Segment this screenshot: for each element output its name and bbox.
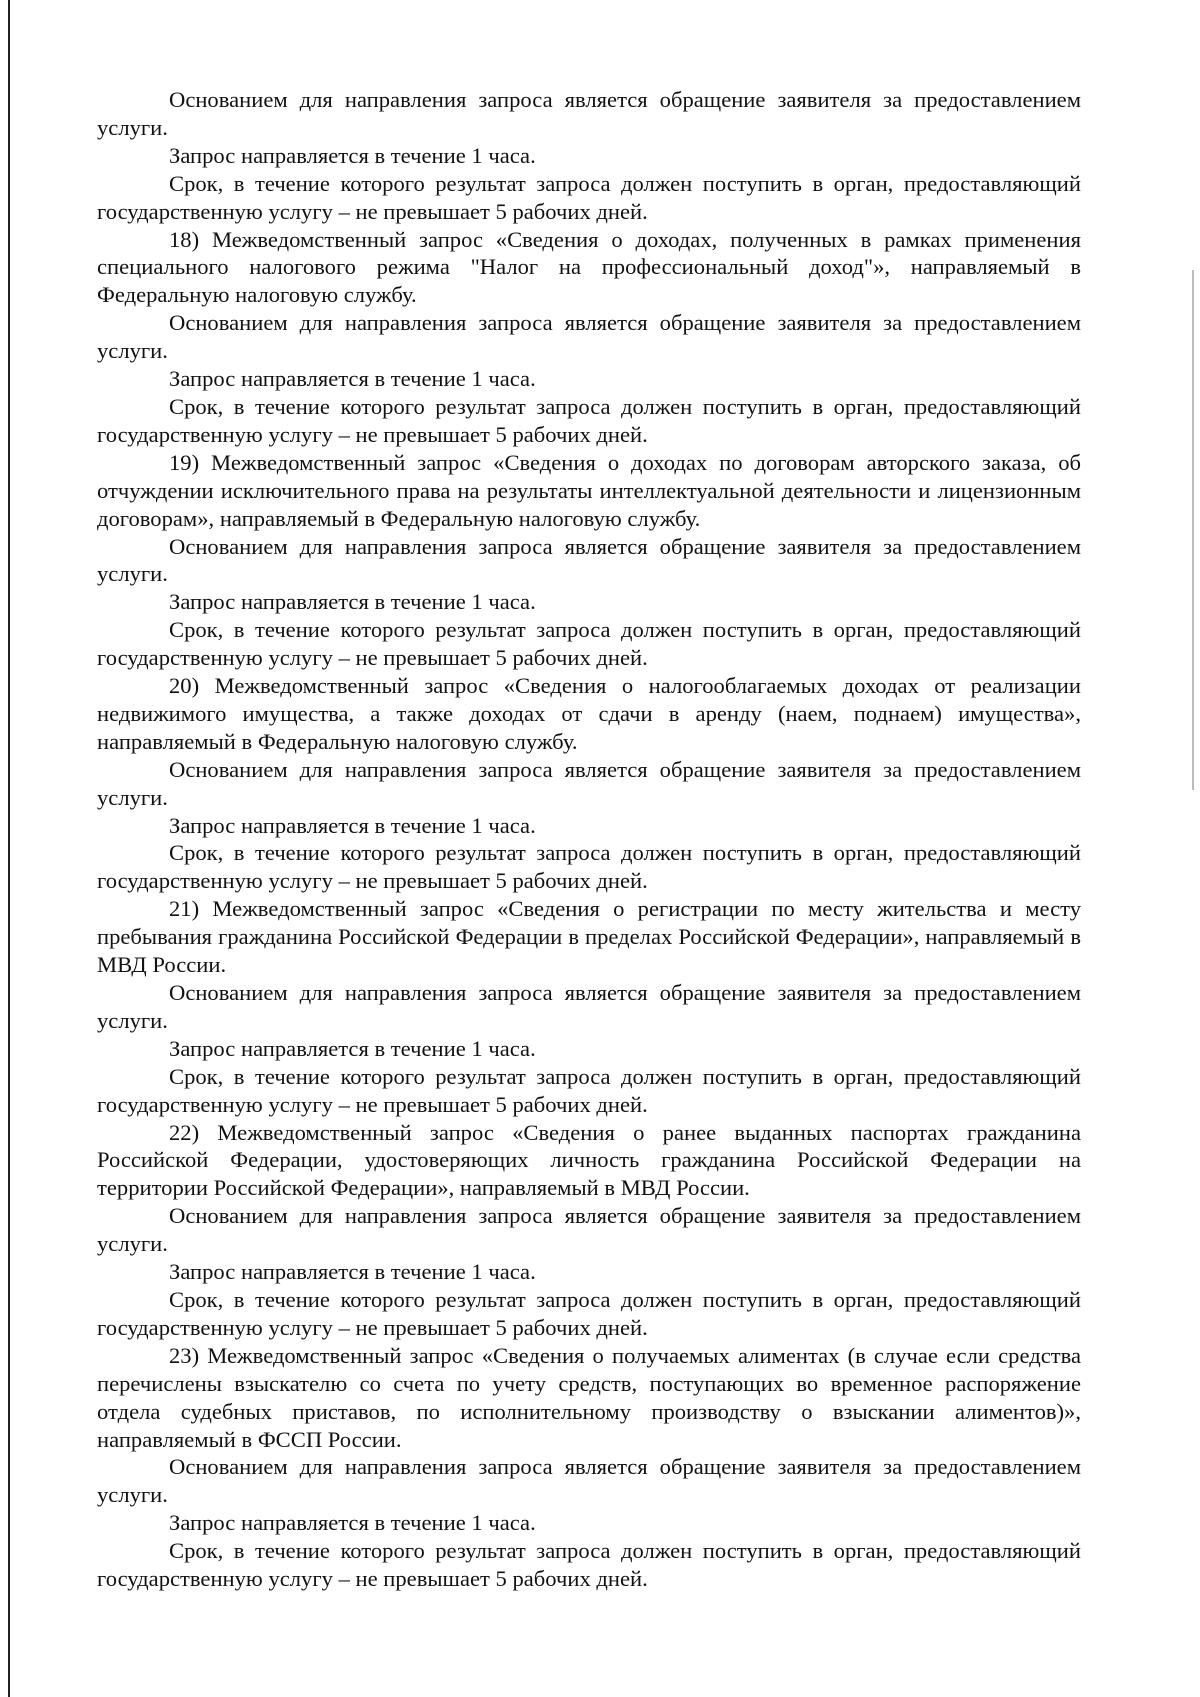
paragraph: Срок, в течение которого результат запроса должен поступить в орган, предоставляющий государственную услугу – не превышает 5 рабочих дней. xyxy=(97,170,1081,224)
paragraph: 22) Межведомственный запрос «Сведения о ранее выданных паспортах гражданина Российской Федерации, удостоверяющих личность гражданина Российской Федерации на территории Российской Федерации», направляемый в МВД России. xyxy=(97,1119,1081,1201)
paragraph: 23) Межведомственный запрос «Сведения о получаемых алиментах (в случае если средства перечислены взыскателю со счета по учету средств, поступающих во временное распоряжение отдела судебных приставов, по исполнительному производству о взыскании алиментов)», направляемый в ФССП России. xyxy=(97,1342,1081,1452)
paragraph: Срок, в течение которого результат запроса должен поступить в орган, предоставляющий государственную услугу – не превышает 5 рабочих дней. xyxy=(97,1286,1081,1340)
paragraph: Основанием для направления запроса является обращение заявителя за предоставлением услуги. xyxy=(97,1203,1081,1257)
scan-border-line-right xyxy=(1192,270,1194,790)
paragraph: Срок, в течение которого результат запроса должен поступить в орган, предоставляющий государственную услугу – не превышает 5 рабочих дней. xyxy=(97,393,1081,447)
paragraph: Основанием для направления запроса является обращение заявителя за предоставлением услуги. xyxy=(97,310,1081,364)
paragraph: Срок, в течение которого результат запроса должен поступить в орган, предоставляющий государственную услугу – не превышает 5 рабочих дней. xyxy=(97,840,1081,894)
paragraph: Срок, в течение которого результат запроса должен поступить в орган, предоставляющий государственную услугу – не превышает 5 рабочих дней. xyxy=(97,1063,1081,1117)
paragraph: 20) Межведомственный запрос «Сведения о налогооблагаемых доходах от реализации недвижимого имущества, а также доходах от сдачи в аренду (наем, поднаем) имущества», направляемый в Федеральную налоговую службу. xyxy=(97,673,1081,754)
paragraph: Срок, в течение которого результат запроса должен поступить в орган, предоставляющий государственную услугу – не превышает 5 рабочих дней. xyxy=(97,1538,1081,1592)
scan-border-line xyxy=(8,0,10,1697)
document-body xyxy=(97,86,1081,1593)
paragraph: Запрос направляется в течение 1 часа. xyxy=(169,589,536,615)
paragraph: 21) Межведомственный запрос «Сведения о регистрации по месту жительства и месту пребывания гражданина Российской Федерации в пределах Российской Федерации», направляемый в МВД России. xyxy=(97,896,1081,978)
paragraph: Основанием для направления запроса является обращение заявителя за предоставлением услуги. xyxy=(97,533,1081,587)
paragraph: Основанием для направления запроса является обращение заявителя за предоставлением услуги. xyxy=(97,1454,1081,1508)
paragraph: Основанием для направления запроса является обращение заявителя за предоставлением услуги. xyxy=(97,980,1081,1033)
paragraph: 18) Межведомственный запрос «Сведения о доходах, полученных в рамках применения специального налогового режима "Налог на профессиональный доход"», направляемый в Федеральную налоговую службу. xyxy=(97,226,1081,308)
paragraph: Запрос направляется в течение 1 часа. xyxy=(169,1035,536,1061)
paragraph: Запрос направляется в течение 1 часа. xyxy=(169,366,536,392)
paragraph: Основанием для направления запроса является обращение заявителя за предоставлением услуги. xyxy=(97,756,1081,810)
paragraph: Основанием для направления запроса является обращение заявителя за предоставлением услуги. xyxy=(97,87,1081,140)
paragraph: Срок, в течение которого результат запроса должен поступить в орган, предоставляющий государственную услугу – не превышает 5 рабочих дней. xyxy=(97,617,1081,671)
paragraph: Запрос направляется в течение 1 часа. xyxy=(169,1259,536,1285)
paragraph: Запрос направляется в течение 1 часа. xyxy=(169,812,536,838)
paragraph: Запрос направляется в течение 1 часа. xyxy=(169,1510,536,1536)
paragraph: Запрос направляется в течение 1 часа. xyxy=(169,142,536,168)
paragraph: 19) Межведомственный запрос «Сведения о доходах по договорам авторского заказа, об отчуждении исключительного права на результаты интеллектуальной деятельности и лицензионным договорам», направляемый в Федеральную налоговую службу. xyxy=(97,449,1081,531)
